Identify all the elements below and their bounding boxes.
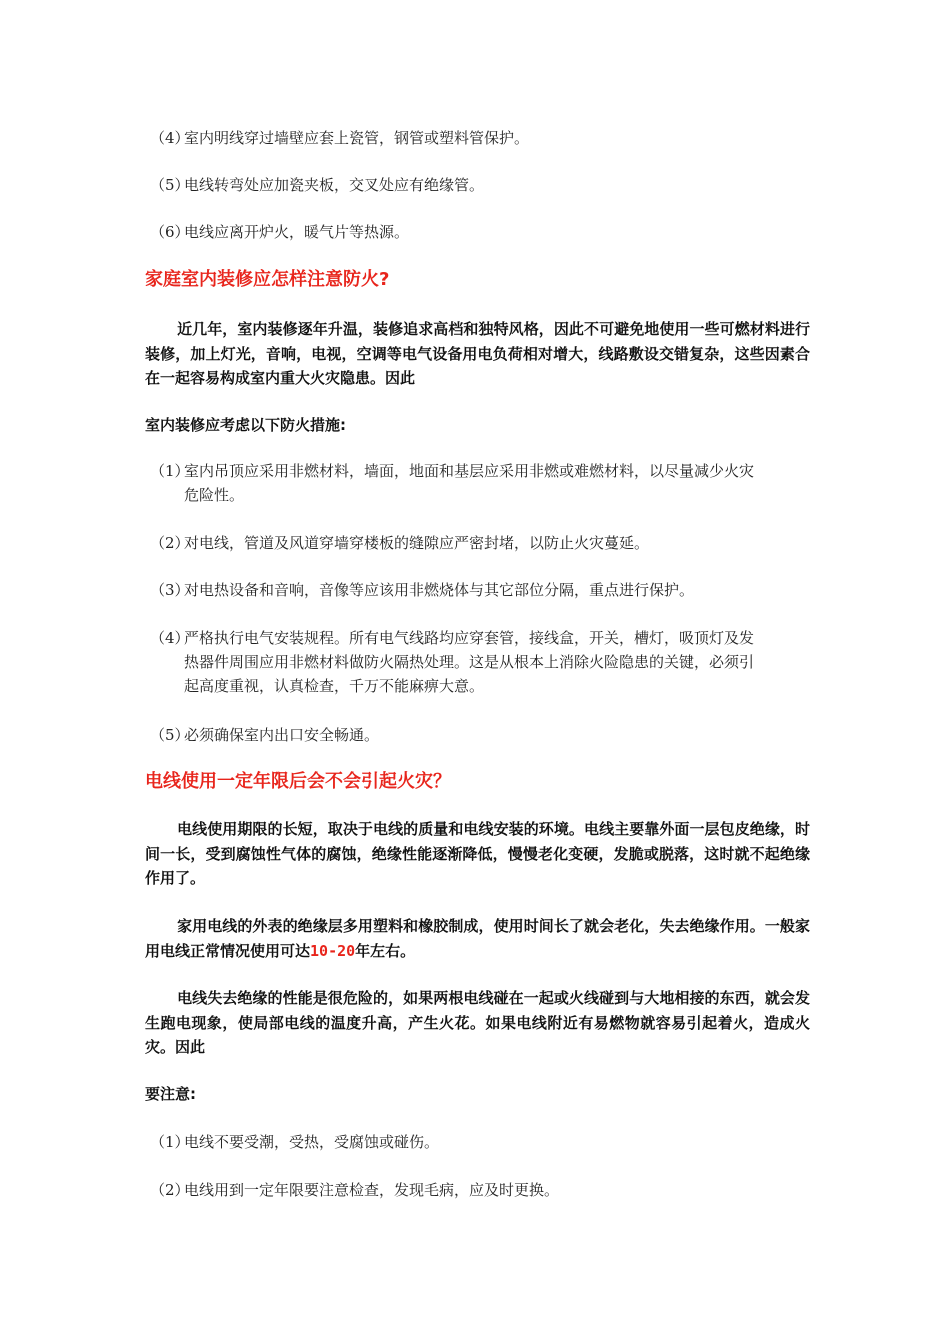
list-item-text: 室内明线穿过墙壁应套上瓷管，钢管或塑料管保护。 — [184, 129, 530, 147]
section-paragraph — [145, 986, 810, 1060]
list-item-number: （4） — [150, 129, 190, 147]
section-heading: 电线使用一定年限后会不会引起火灾？ — [145, 771, 451, 792]
list-item-text: 电线应离开炉火，暖气片等热源。 — [184, 223, 410, 241]
list-item-text: 电线转弯处应加瓷夹板，交叉处应有绝缘管。 — [184, 176, 485, 194]
paragraph-text: 电线使用期限的长短，取决于电线的质量和电线安装的环境。电线主要靠外面一层包皮绝缘，时间一长，受到腐蚀性气体的腐蚀，绝缘性能逐渐降低，慢慢老化变硬，发脆或脱落，这时就不起绝缘作用了。 — [145, 820, 810, 887]
list-item-text: 电线不要受潮，受热，受腐蚀或碰伤。 — [184, 1133, 440, 1151]
paragraph-text: 近几年，室内装修逐年升温，装修追求高档和独特风格，因此不可避免地使用一些可燃材料进行装修，加上灯光，音响，电视，空调等电气设备用电负荷相对增大，线路敷设交错复杂，这些因素合在一起容易构成室内重大火灾隐患。因此 — [145, 320, 810, 387]
list-label: 室内装修应考虑以下防火措施: — [145, 416, 346, 434]
list-item-text: 必须确保室内出口安全畅通。 — [184, 726, 380, 744]
list-item-text: 电线用到一定年限要注意检查，发现毛病，应及时更换。 — [184, 1181, 560, 1199]
list-item-number: （4） — [150, 629, 190, 647]
list-label: 要注意: — [145, 1085, 196, 1103]
list-item-number: （5） — [150, 726, 190, 744]
list-item-number: （3） — [150, 581, 190, 599]
list-item-number: （1） — [150, 462, 190, 480]
highlight-number: 10-20 — [310, 941, 356, 960]
list-item-text: 室内吊顶应采用非燃材料，墙面，地面和基层应采用非燃或难燃材料，以尽量减少火灾危险性。 — [184, 462, 755, 504]
list-item-number: （5） — [150, 176, 190, 194]
paragraph-text: 年左右。 — [355, 941, 416, 960]
section-heading: 家庭室内装修应怎样注意防火? — [145, 269, 390, 290]
list-item-number: （6） — [150, 223, 190, 241]
list-item-number: （2） — [150, 534, 190, 552]
list-item-number: （2） — [150, 1181, 190, 1199]
section-paragraph — [145, 817, 810, 891]
paragraph-text: 家用电线的外表的绝缘层多用塑料和橡胶制成，使用时间长了就会老化，失去绝缘作用。一般家用电线正常情况使用可达 — [145, 917, 810, 960]
section-paragraph — [145, 914, 810, 963]
paragraph-text: 电线失去绝缘的性能是很危险的，如果两根电线碰在一起或火线碰到与大地相接的东西，就会发生跑电现象，使局部电线的温度升高，产生火花。如果电线附近有易燃物就容易引起着火，造成火灾。因此 — [145, 989, 810, 1056]
list-item-text: 对电线，管道及风道穿墙穿楼板的缝隙应严密封堵，以防止火灾蔓延。 — [184, 534, 650, 552]
list-item-number: （1） — [150, 1133, 190, 1151]
list-item-text: 对电热设备和音响，音像等应该用非燃烧体与其它部位分隔，重点进行保护。 — [184, 581, 695, 599]
section-paragraph — [145, 317, 810, 391]
list-item-text: 严格执行电气安装规程。所有电气线路均应穿套管，接线盒，开关，槽灯，吸顶灯及发热器件周围应用非燃材料做防火隔热处理。这是从根本上消除火险隐患的关键，必须引起高度重视，认真检查，千万不能麻痹大意。 — [184, 629, 755, 695]
